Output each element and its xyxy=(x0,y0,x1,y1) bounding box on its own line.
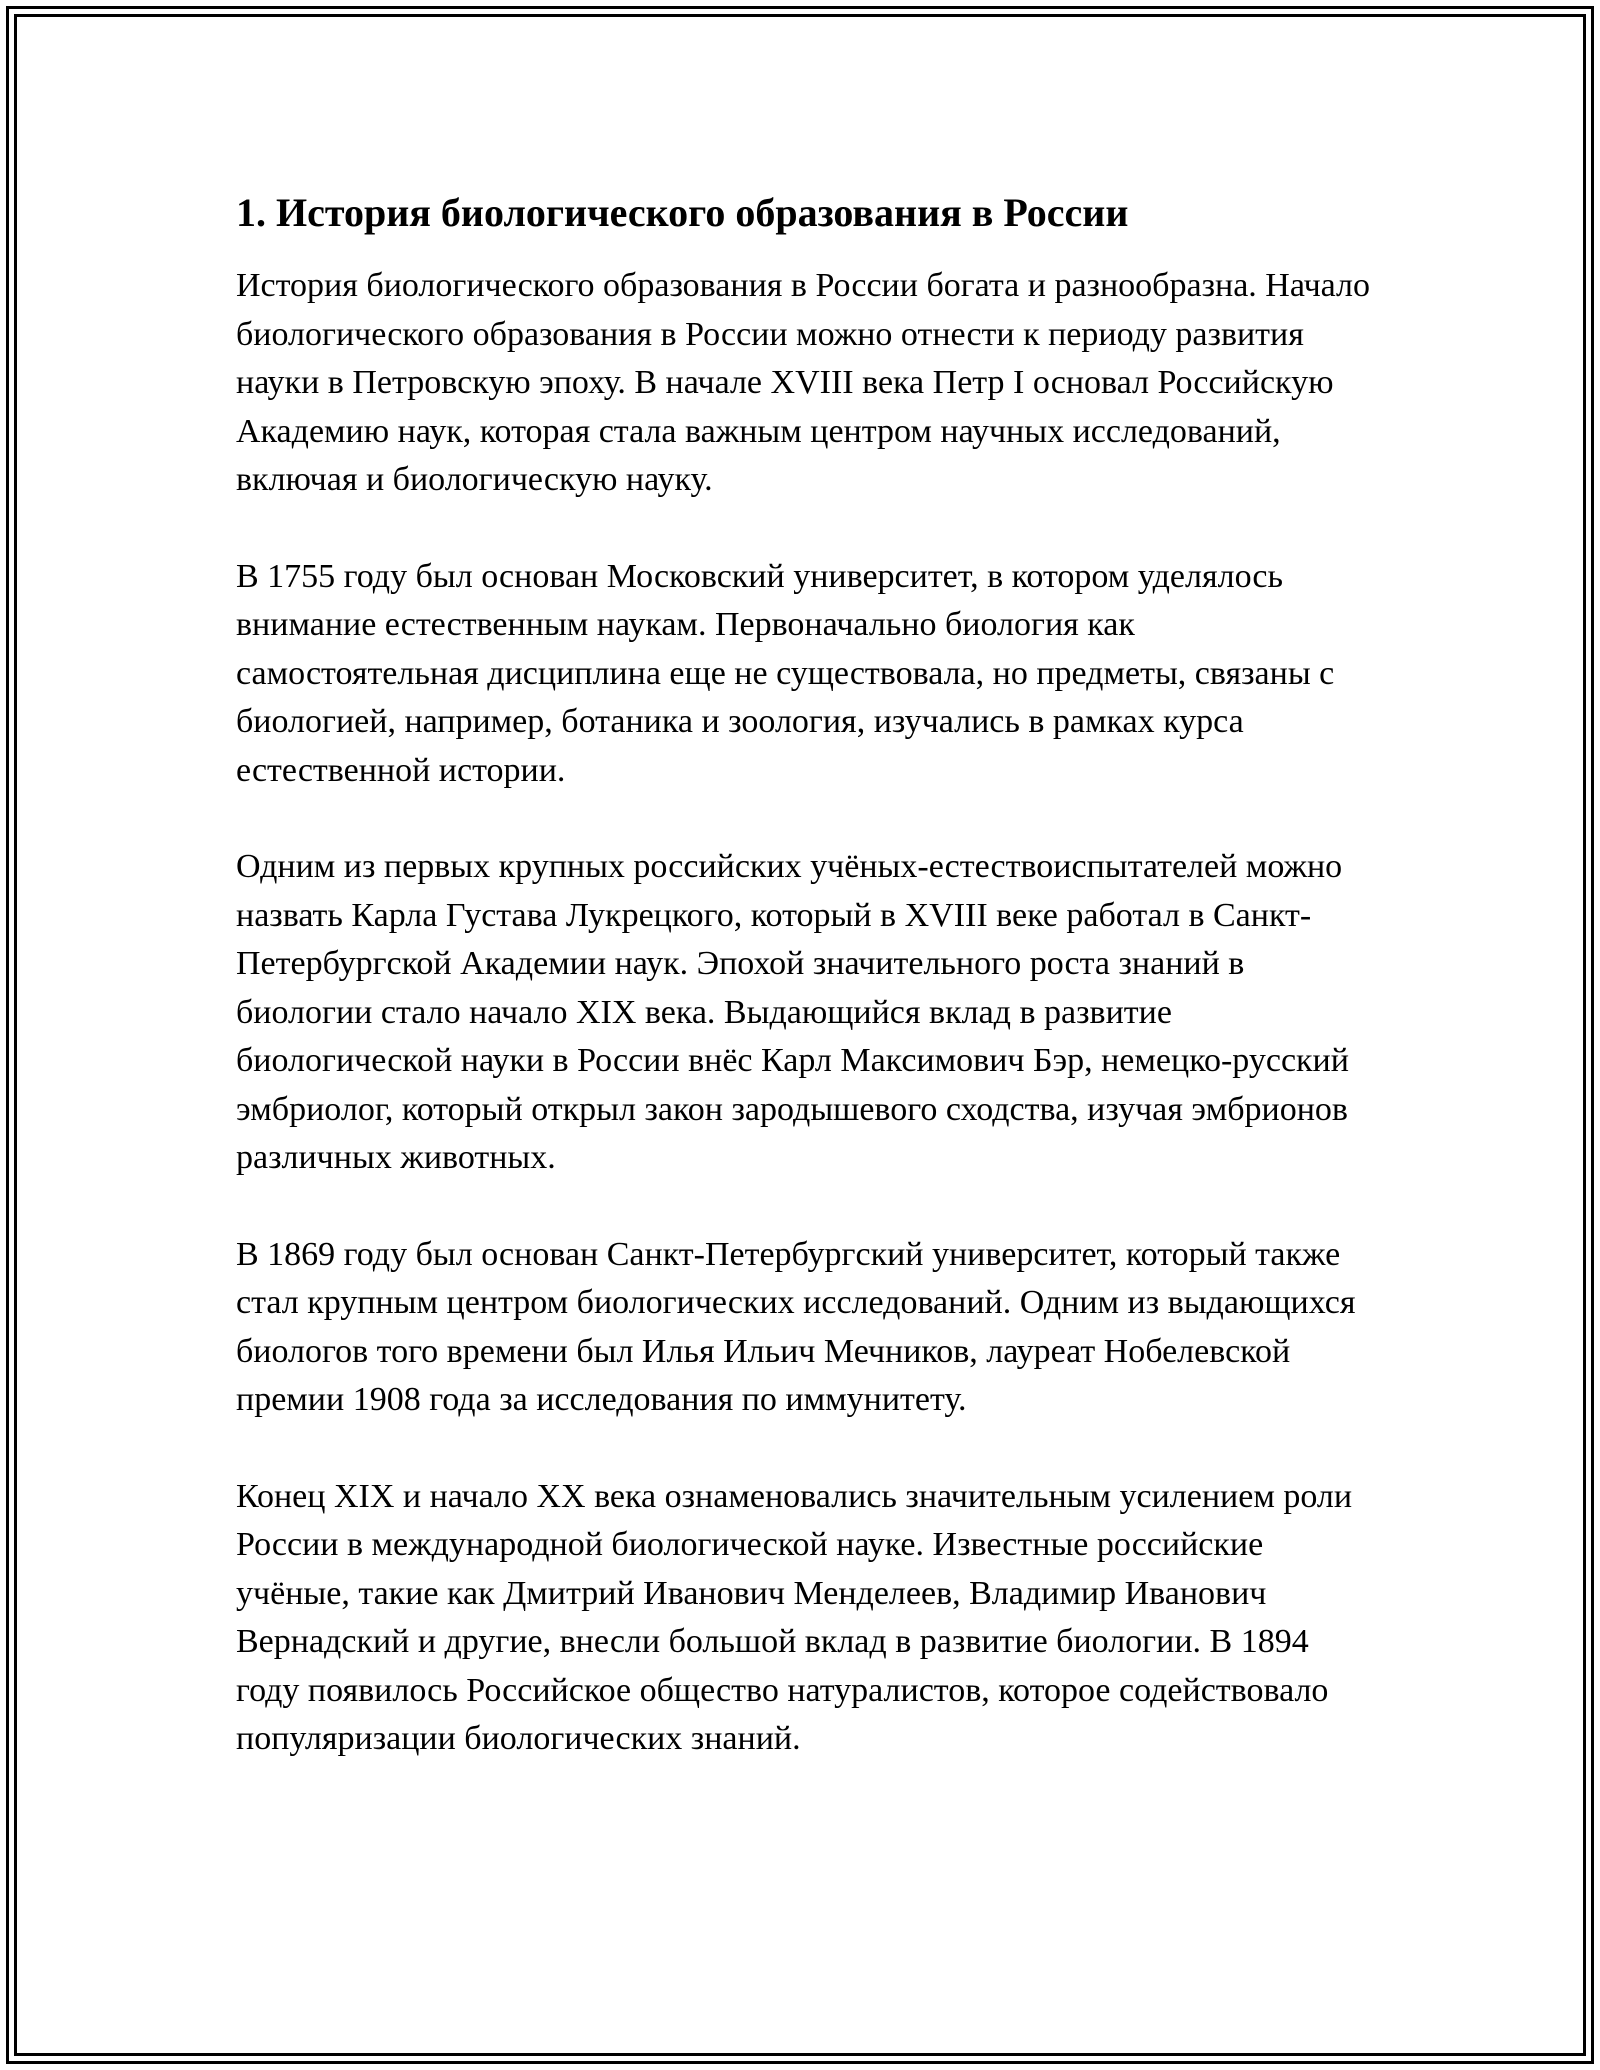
paragraph-3: Одним из первых крупных российских учёных-естествоиспытателей можно назвать Карла Густава Лукрецкого, который в XVIII веке работал в Санкт-Петербургской Академии наук. Эпохой значительного роста знаний в биологии стало начало XIX века. Выдающийся вклад в развитие биологической науки в России внёс Карл Максимович Бэр, немецко-русский эмбриолог, который открыл закон зародышевого сходства, изучая эмбрионов различных животных. xyxy=(236,848,1349,1176)
paragraph-1: История биологического образования в России богата и разнообразна. Начало биологического образования в России можно отнести к периоду развития науки в Петровскую эпоху. В начале XVIII века Петр I основал Российскую Академию наук, которая стала важным центром научных исследований, включая и биологическую науку. xyxy=(236,267,1371,498)
section-heading: 1. История биологического образования в России xyxy=(236,190,1129,235)
paragraph-2: В 1755 году был основан Московский университет, в котором уделялось внимание естественным наукам. Первоначально биология как самостоятельная дисциплина еще не существовала, но предметы, связаны с биологией, например, ботаника и зоология, изучались в рамках курса естественной истории. xyxy=(236,557,1335,789)
paragraph-5: Конец XIX и начало XX века ознаменовались значительным усилением роли России в международной биологической науке. Известные российские учёные, такие как Дмитрий Иванович Менделеев, Владимир Иванович Вернадский и другие, внесли большой вклад в развитие биологии. В 1894 году появилось Российское общество натуралистов, которое содействовало популяризации биологических знаний. xyxy=(236,1477,1353,1757)
paragraph-4: В 1869 году был основан Санкт-Петербургский университет, который также стал крупным центром биологических исследований. Одним из выдающихся биологов того времени был Илья Ильич Мечников, лауреат Нобелевской премии 1908 года за исследования по иммунитету. xyxy=(236,1235,1356,1418)
document-body xyxy=(236,186,1376,1764)
